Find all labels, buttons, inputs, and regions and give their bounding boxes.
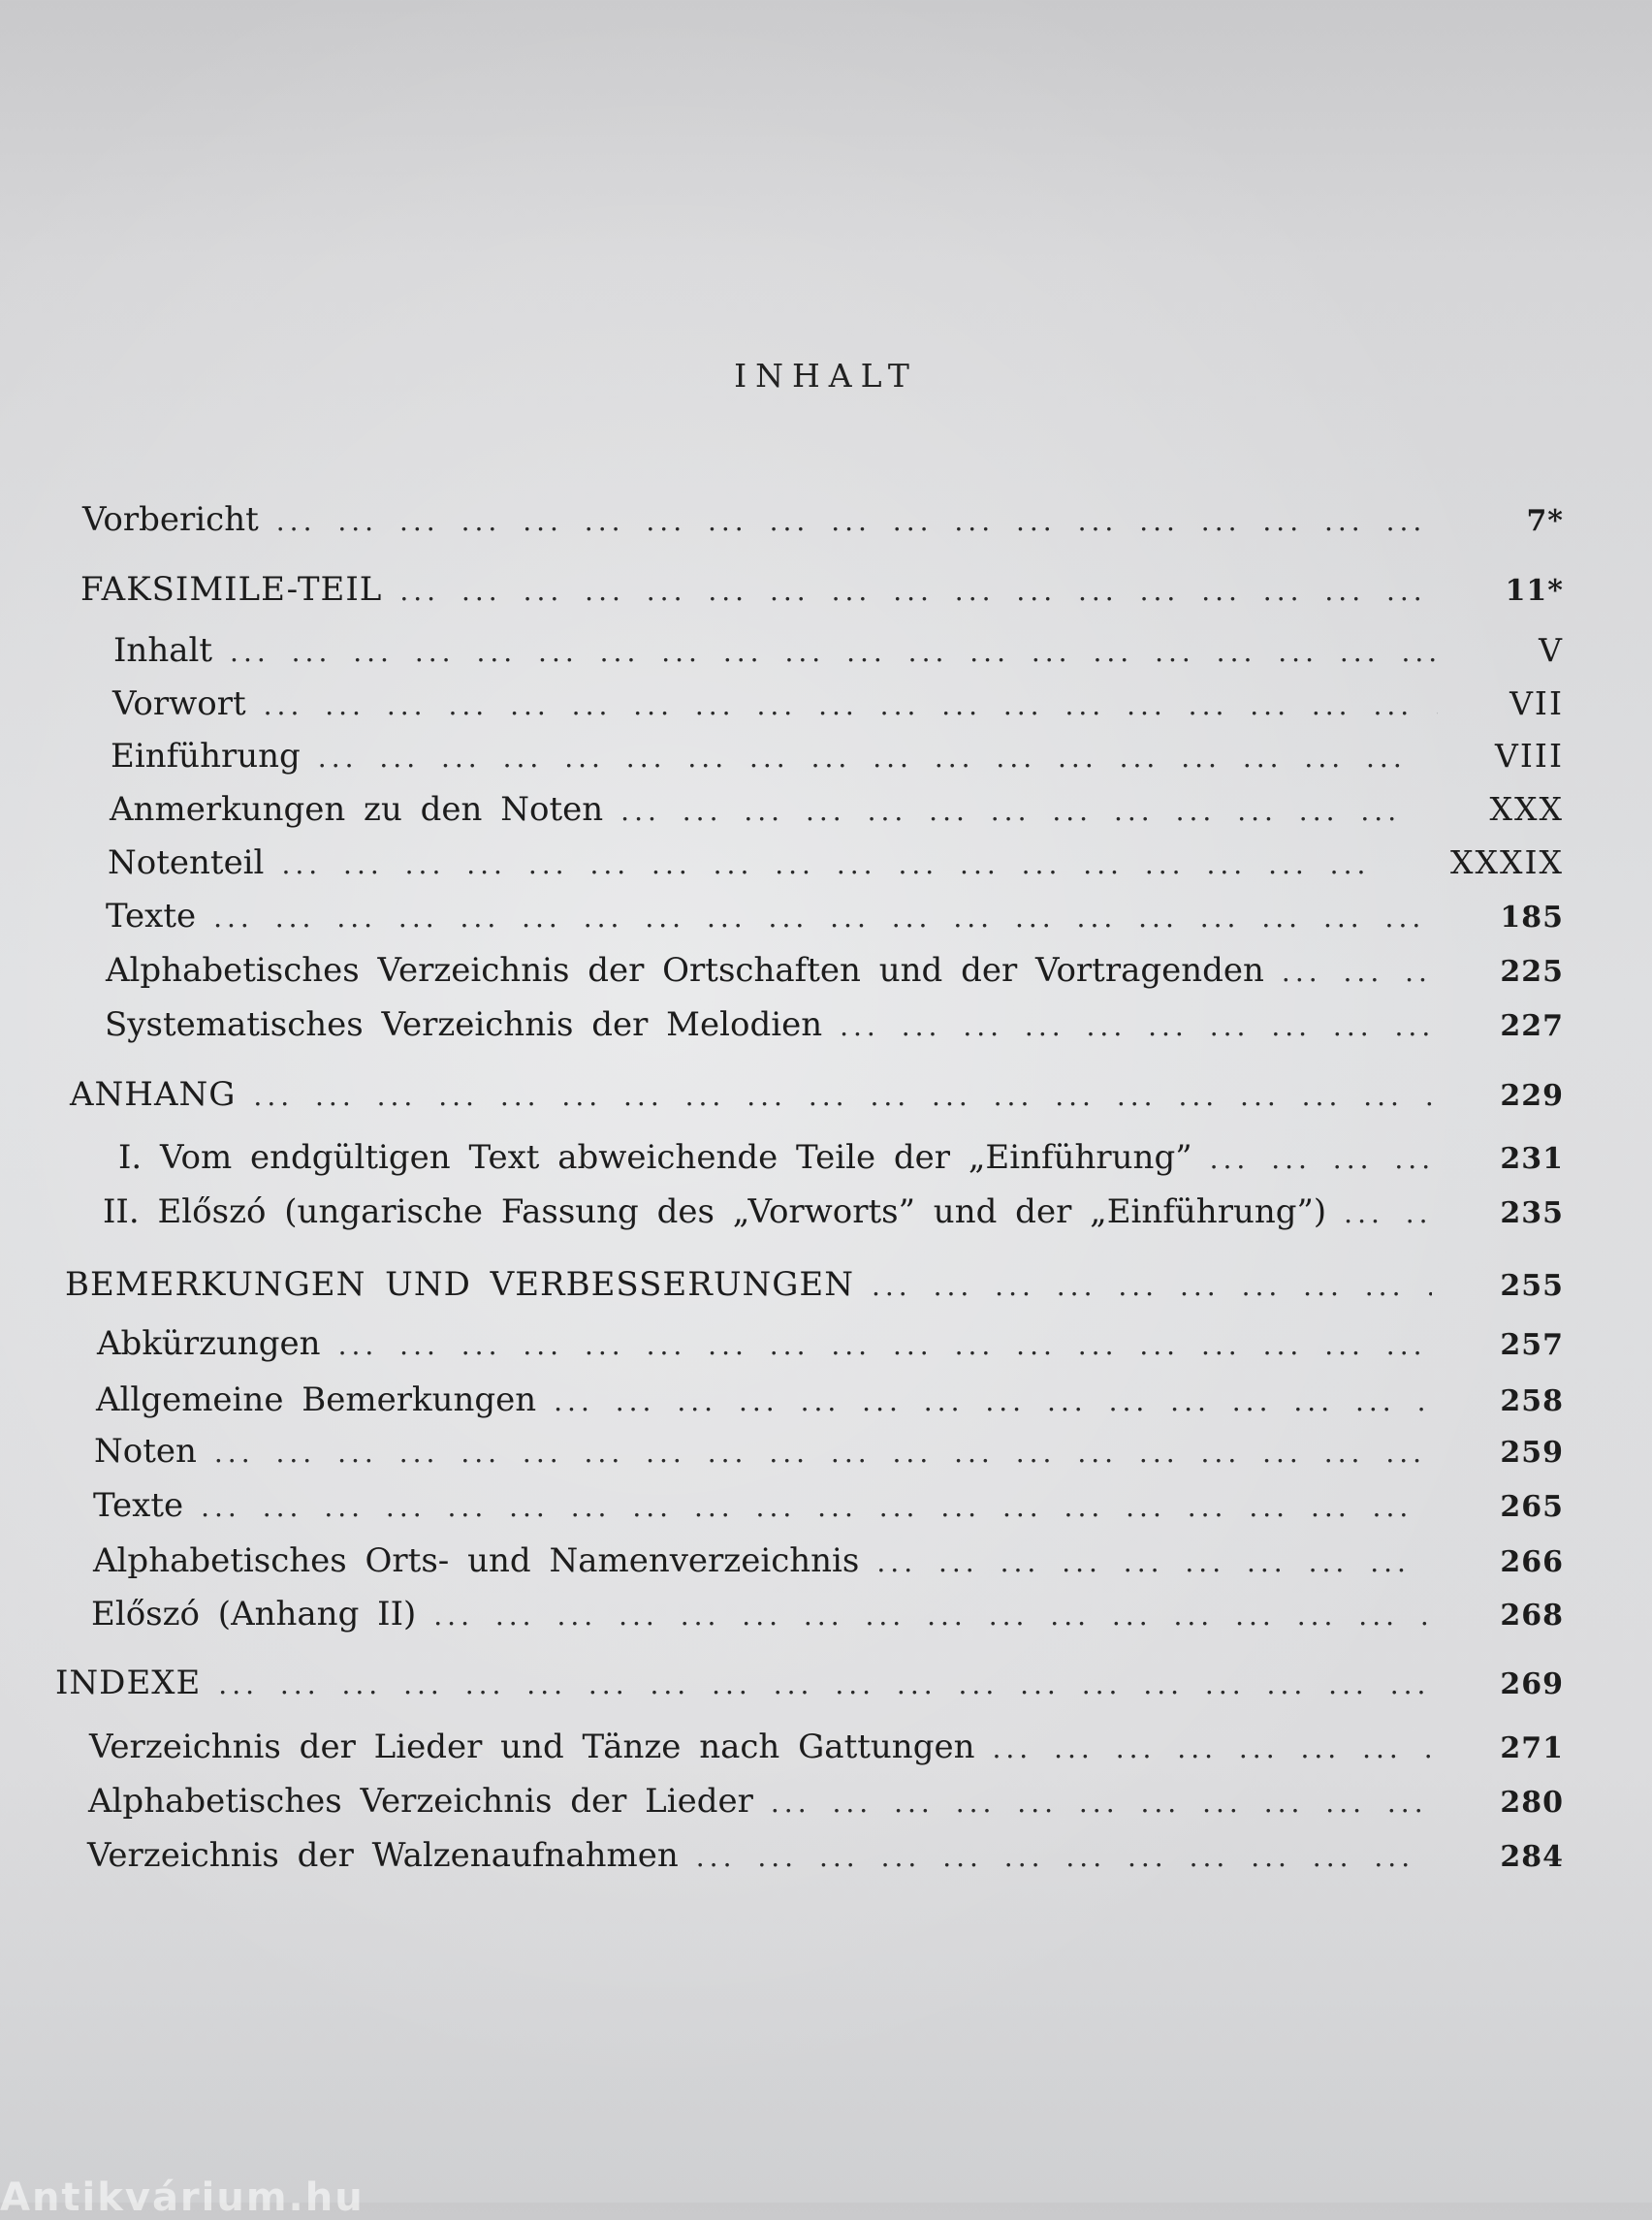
leader-dots — [620, 795, 1421, 827]
toc-entry-label: I. Vom endgültigen Text abweichende Teile der „Einführung” — [118, 1138, 1192, 1177]
toc-section-heading — [80, 570, 1564, 609]
toc-entry-label: Notenteil — [108, 843, 265, 882]
toc-entry-label: Noten — [94, 1432, 197, 1471]
toc-entry-page: 229 — [1500, 1079, 1564, 1113]
toc-entry — [93, 1486, 1564, 1525]
leader-dots — [218, 1668, 1432, 1700]
toc-entry-label: Verzeichnis der Lieder und Tänze nach Gattungen — [89, 1728, 975, 1766]
toc-entry-label: Vorbericht — [82, 500, 259, 539]
toc-entry-page: V — [1539, 631, 1564, 669]
toc-entry — [105, 1005, 1564, 1044]
leader-dots — [201, 1491, 1432, 1523]
toc-entry-label: II. Előszó (ungarische Fassung des „Vorworts” und der „Einführung”) — [103, 1192, 1327, 1231]
toc-entry — [91, 1595, 1564, 1633]
leader-dots — [840, 1010, 1432, 1042]
toc-entry — [94, 1432, 1564, 1471]
toc-entry — [111, 737, 1564, 776]
toc-entry — [96, 1380, 1564, 1419]
leader-dots — [264, 689, 1438, 721]
toc-entry-page: 259 — [1500, 1436, 1564, 1470]
leader-dots — [318, 742, 1427, 774]
leader-dots — [992, 1732, 1432, 1764]
toc-entry — [88, 1782, 1564, 1821]
toc-entry-label: INDEXE — [55, 1664, 202, 1702]
page-title: INHALT — [734, 357, 918, 395]
toc-entry-page: 185 — [1500, 901, 1564, 935]
toc-entry-label: Texte — [93, 1486, 184, 1525]
toc-entry-label: Vorwort — [112, 684, 246, 723]
toc-entry-label: Alphabetisches Verzeichnis der Ortschaften und der Vortragenden — [106, 951, 1264, 990]
toc-entry — [118, 1138, 1564, 1177]
toc-entry-page: VII — [1509, 684, 1564, 722]
toc-entry-page: 231 — [1500, 1142, 1564, 1176]
leader-dots — [696, 1841, 1433, 1873]
toc-entry-label: Systematisches Verzeichnis der Melodien — [105, 1005, 823, 1044]
toc-entry-label: Inhalt — [113, 631, 213, 670]
toc-entry-label: FAKSIMILE-TEIL — [80, 570, 383, 609]
toc-entry-label: BEMERKUNGEN UND VERBESSERUNGEN — [65, 1265, 854, 1304]
toc-entry-label: ANHANG — [70, 1075, 237, 1114]
leader-dots — [1210, 1143, 1433, 1175]
toc-entry-page: 225 — [1500, 955, 1564, 989]
toc-entry-page: 7* — [1526, 504, 1564, 538]
toc-entry-label: Anmerkungen zu den Noten — [110, 790, 604, 829]
leader-dots — [876, 1546, 1432, 1578]
toc-entry-label: Verzeichnis der Walzenaufnahmen — [87, 1836, 679, 1875]
leader-dots — [771, 1787, 1432, 1819]
toc-entry-page: 271 — [1500, 1731, 1564, 1765]
toc-entry-page: XXX — [1489, 790, 1564, 828]
toc-entry-page: 284 — [1500, 1840, 1564, 1874]
toc-entry-page: XXXIX — [1449, 843, 1564, 881]
toc-entry — [110, 790, 1564, 829]
leader-dots — [399, 575, 1437, 607]
leader-dots — [213, 902, 1432, 934]
toc-entry — [113, 631, 1564, 670]
toc-entry-page: 280 — [1500, 1786, 1564, 1820]
leader-dots — [433, 1600, 1432, 1632]
toc-entry — [106, 897, 1564, 936]
leader-dots — [230, 636, 1438, 668]
toc-entry — [112, 684, 1564, 723]
toc-entry-page: 255 — [1500, 1269, 1564, 1303]
toc-entry — [89, 1728, 1564, 1766]
toc-entry-label: Einführung — [111, 737, 301, 776]
toc-entry — [103, 1192, 1564, 1231]
toc-entry — [82, 500, 1564, 539]
leader-dots — [338, 1329, 1433, 1361]
leader-dots — [281, 848, 1382, 880]
toc-entry-label: Texte — [106, 897, 197, 936]
toc-entry-page: 266 — [1500, 1545, 1564, 1579]
leader-dots — [1282, 956, 1432, 988]
toc-entry-label: Allgemeine Bemerkungen — [96, 1380, 537, 1419]
toc-entry — [93, 1541, 1564, 1580]
toc-entry-page: 11* — [1505, 574, 1564, 608]
leader-dots — [872, 1270, 1432, 1302]
toc-entry-label: Abkürzungen — [97, 1324, 321, 1363]
toc-entry-page: 265 — [1500, 1490, 1564, 1524]
toc-entry — [87, 1836, 1564, 1875]
leader-dots — [1344, 1197, 1432, 1229]
toc-entry-page: 269 — [1500, 1667, 1564, 1701]
toc-entry-label: Alphabetisches Orts- und Namenverzeichnis — [93, 1541, 860, 1580]
toc-entry-label: Előszó (Anhang II) — [91, 1595, 417, 1633]
watermark: Antikvárium.hu — [0, 2175, 365, 2220]
leader-dots — [214, 1437, 1432, 1469]
toc-section-heading — [55, 1664, 1564, 1702]
toc-entry-page: 227 — [1500, 1009, 1564, 1043]
toc-entry-label: Alphabetisches Verzeichnis der Lieder — [88, 1782, 753, 1821]
leader-dots — [276, 505, 1438, 537]
toc-entry — [106, 951, 1564, 990]
toc-entry-page: 235 — [1500, 1196, 1564, 1230]
toc-section-heading — [65, 1265, 1564, 1304]
toc-section-heading — [70, 1075, 1564, 1114]
leader-dots — [253, 1080, 1432, 1112]
toc-entry-page: 257 — [1500, 1328, 1564, 1362]
toc-entry-page: 268 — [1500, 1599, 1564, 1633]
toc-entry — [108, 843, 1564, 882]
toc-entry-page: 258 — [1500, 1384, 1564, 1418]
toc-entry — [97, 1324, 1564, 1363]
leader-dots — [554, 1385, 1432, 1417]
toc-entry-page: VIII — [1495, 737, 1564, 775]
